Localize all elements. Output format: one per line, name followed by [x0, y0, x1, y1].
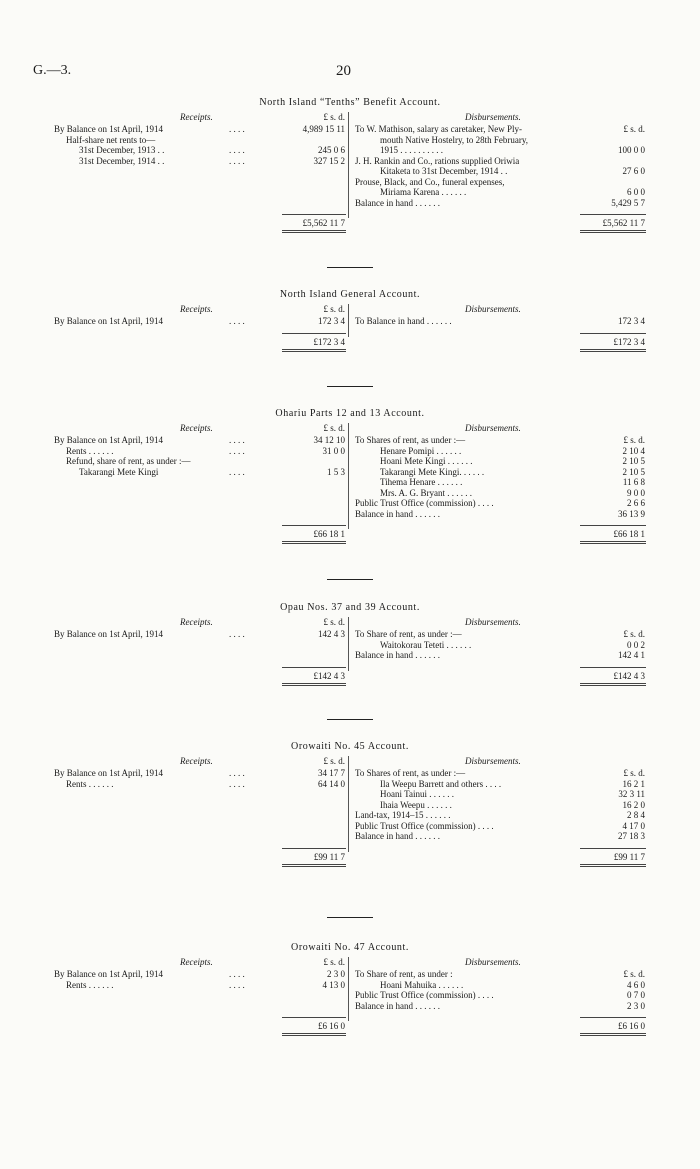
- disbursement-line: Hoani Tainui . . . . . .: [380, 789, 454, 799]
- disbursement-line: Balance in hand . . . . . .: [355, 1000, 440, 1011]
- receipt-leader: . . . .: [229, 979, 245, 990]
- receipts-total: £172 3 4: [313, 336, 345, 347]
- receipts-heading: Receipts.: [180, 304, 213, 314]
- receipt-line: By Balance on 1st April, 1914: [54, 969, 163, 979]
- disbursement-line: Public Trust Office (commission) . . . .: [355, 990, 494, 1000]
- disbursements-double-rule: [580, 1033, 646, 1036]
- disbursements-total: £66 18 1: [613, 529, 645, 539]
- receipts-double-rule: [282, 349, 346, 352]
- receipts-total: £99 11 7: [313, 851, 345, 862]
- disbursement-line: To W. Mathison, salary as caretaker, New Ply-: [355, 124, 522, 134]
- disbursements-total-rule: [580, 848, 646, 849]
- disbursement-amount: 2 10 5: [622, 466, 645, 477]
- disbursements-heading: Disbursements.: [465, 423, 521, 433]
- disbursement-line: To Shares of rent, as under :—: [355, 768, 466, 778]
- disbursement-line: Balance in hand . . . . . .: [355, 831, 440, 841]
- disbursement-amount: 5,429 5 7: [611, 197, 645, 208]
- disbursement-line: Mrs. A. G. Bryant . . . . . .: [380, 487, 472, 498]
- disbursement-amount: 27 6 0: [622, 166, 645, 176]
- disbursement-line: Kitaketa to 31st December, 1914 . .: [380, 166, 508, 176]
- disbursement-line: Miriama Karena . . . . . .: [380, 187, 467, 197]
- disbursement-amount: 100 0 0: [618, 145, 645, 155]
- disbursements-total: £5,562 11 7: [602, 218, 645, 228]
- receipts-money-heading: £ s. d.: [323, 112, 345, 122]
- receipts-money-heading: £ s. d.: [323, 957, 345, 967]
- receipt-line: Rents . . . . . .: [66, 445, 114, 456]
- disbursement-line: To Shares of rent, as under :—: [355, 435, 466, 445]
- disbursements-heading: Disbursements.: [465, 756, 521, 766]
- disbursements-heading: Disbursements.: [465, 617, 521, 627]
- receipt-line: By Balance on 1st April, 1914: [54, 316, 163, 326]
- disbursement-amount: 0 0 2: [627, 639, 645, 650]
- disbursements-total: £172 3 4: [613, 336, 645, 347]
- receipt-line: By Balance on 1st April, 1914: [54, 629, 163, 639]
- receipts-heading: Receipts.: [180, 617, 213, 627]
- receipts-heading: Receipts.: [180, 112, 213, 122]
- disbursement-amount: £ s. d.: [623, 124, 645, 134]
- disbursement-line: mouth Native Hostelry, to 28th February,: [380, 134, 529, 145]
- receipt-amount: 172 3 4: [318, 316, 345, 326]
- receipts-total-rule: [282, 333, 346, 334]
- disbursements-total: £99 11 7: [613, 851, 645, 862]
- receipt-leader: . . . .: [229, 155, 245, 166]
- disbursement-line: Takarangi Mete Kingi. . . . . .: [380, 466, 485, 477]
- disbursement-amount: 2 10 4: [622, 445, 645, 456]
- disbursements-heading: Disbursements.: [465, 112, 521, 122]
- receipts-total-rule: [282, 525, 346, 526]
- disbursement-line: Public Trust Office (commission) . . . .: [355, 820, 494, 831]
- column-divider: [348, 756, 349, 852]
- receipts-money-heading: £ s. d.: [323, 756, 345, 766]
- receipts-total: £5,562 11 7: [302, 218, 345, 228]
- disbursement-amount: 16 2 0: [622, 799, 645, 810]
- disbursement-line: Ila Weepu Barrett and others . . . .: [380, 778, 502, 789]
- disbursements-double-rule: [580, 541, 646, 544]
- section-separator: [327, 579, 373, 580]
- disbursement-amount: £ s. d.: [623, 768, 645, 778]
- disbursement-amount: £ s. d.: [623, 435, 645, 445]
- disbursement-line: Prouse, Black, and Co., funeral expenses,: [355, 176, 505, 187]
- receipt-leader: . . . .: [229, 145, 245, 155]
- account-title: Ohariu Parts 12 and 13 Account.: [275, 408, 425, 419]
- receipt-line: By Balance on 1st April, 1914: [54, 124, 163, 134]
- receipt-line: By Balance on 1st April, 1914: [54, 435, 163, 445]
- receipts-total: £66 18 1: [313, 529, 345, 539]
- column-divider: [348, 112, 349, 218]
- disbursement-amount: 4 6 0: [627, 979, 645, 990]
- disbursement-amount: 0 7 0: [627, 990, 645, 1000]
- receipt-amount: 34 17 7: [318, 768, 345, 778]
- receipts-double-rule: [282, 864, 346, 867]
- disbursements-double-rule: [580, 349, 646, 352]
- receipt-amount: 245 0 6: [318, 145, 345, 155]
- disbursement-line: Ihaia Weepu . . . . . .: [380, 799, 452, 810]
- receipt-amount: 4,989 15 11: [302, 124, 345, 134]
- disbursement-amount: 142 4 1: [618, 650, 645, 660]
- disbursement-amount: 9 0 0: [627, 487, 645, 498]
- disbursements-total-rule: [580, 333, 646, 334]
- disbursement-line: 1915 . . . . . . . . . .: [380, 145, 443, 155]
- receipt-amount: 4 13 0: [322, 979, 345, 990]
- account-title: North Island General Account.: [279, 289, 421, 300]
- receipt-amount: 31 0 0: [322, 445, 345, 456]
- disbursement-line: J. H. Rankin and Co., rations supplied Oriwia: [355, 155, 520, 166]
- receipt-line: Takarangi Mete Kingi: [79, 466, 159, 477]
- disbursement-amount: 16 2 1: [622, 778, 645, 789]
- receipts-total-rule: [282, 848, 346, 849]
- disbursements-double-rule: [580, 864, 646, 867]
- disbursement-line: To Share of rent, as under :: [355, 969, 453, 979]
- section-separator: [327, 386, 373, 387]
- receipts-double-rule: [282, 1033, 346, 1036]
- disbursement-amount: 27 18 3: [618, 831, 645, 841]
- disbursement-amount: 4 17 0: [622, 820, 645, 831]
- account-title: Orowaiti No. 47 Account.: [291, 942, 409, 953]
- receipts-money-heading: £ s. d.: [323, 304, 345, 314]
- disbursement-amount: 36 13 9: [618, 508, 645, 519]
- disbursement-amount: 2 10 5: [622, 456, 645, 466]
- document-reference: G.—3.: [33, 63, 72, 78]
- disbursements-double-rule: [580, 683, 646, 686]
- disbursement-line: To Balance in hand . . . . . .: [355, 316, 452, 326]
- column-divider: [348, 423, 349, 529]
- receipt-leader: . . . .: [229, 778, 245, 789]
- receipt-line: 31st December, 1914 . .: [79, 155, 165, 166]
- account-title: Orowaiti No. 45 Account.: [291, 741, 409, 752]
- disbursement-line: Hoani Mahuika . . . . . .: [380, 979, 464, 990]
- disbursement-amount: 32 3 11: [618, 789, 645, 799]
- receipts-heading: Receipts.: [180, 957, 213, 967]
- receipts-total-rule: [282, 667, 346, 668]
- disbursement-amount: 11 6 8: [622, 477, 645, 487]
- disbursement-line: To Share of rent, as under :—: [355, 629, 462, 639]
- receipts-heading: Receipts.: [180, 423, 213, 433]
- receipts-total-rule: [282, 1017, 346, 1018]
- disbursement-line: Balance in hand . . . . . .: [355, 650, 440, 660]
- receipt-line: 31st December, 1913 . .: [79, 145, 165, 155]
- receipts-double-rule: [282, 683, 346, 686]
- receipt-leader: . . . .: [229, 435, 245, 445]
- disbursement-amount: £ s. d.: [623, 969, 645, 979]
- section-separator: [327, 719, 373, 720]
- disbursement-amount: 2 6 6: [627, 498, 645, 508]
- receipt-amount: 142 4 3: [318, 629, 345, 639]
- disbursement-amount: £ s. d.: [623, 629, 645, 639]
- disbursements-total-rule: [580, 667, 646, 668]
- disbursement-amount: 2 3 0: [627, 1000, 645, 1011]
- disbursement-amount: 2 8 4: [627, 810, 645, 820]
- disbursement-amount: 6 0 0: [627, 187, 645, 197]
- receipt-line: Rents . . . . . .: [66, 979, 114, 990]
- receipts-total: £6 16 0: [318, 1021, 345, 1031]
- receipt-leader: . . . .: [229, 969, 245, 979]
- column-divider: [348, 617, 349, 671]
- disbursement-line: Hoani Mete Kingi . . . . . .: [380, 456, 473, 466]
- disbursement-line: Land-tax, 1914–15 . . . . . .: [355, 810, 451, 820]
- receipt-line: Half-share net rents to—: [66, 134, 156, 145]
- receipt-amount: 2 3 0: [327, 969, 345, 979]
- disbursements-heading: Disbursements.: [465, 304, 521, 314]
- column-divider: [348, 304, 349, 337]
- disbursement-line: Balance in hand . . . . . .: [355, 197, 440, 208]
- receipt-leader: . . . .: [229, 768, 245, 778]
- section-separator: [327, 917, 373, 918]
- page-number: 20: [336, 63, 351, 79]
- disbursement-line: Tihema Henare . . . . . .: [380, 477, 463, 487]
- disbursements-double-rule: [580, 230, 646, 233]
- receipts-total-rule: [282, 214, 346, 215]
- disbursements-total: £6 16 0: [618, 1021, 645, 1031]
- receipts-double-rule: [282, 541, 346, 544]
- receipt-amount: 1 5 3: [327, 466, 345, 477]
- receipt-leader: . . . .: [229, 466, 245, 477]
- receipt-leader: . . . .: [229, 316, 245, 326]
- receipt-leader: . . . .: [229, 629, 245, 639]
- receipt-amount: 64 14 0: [318, 778, 345, 789]
- receipts-heading: Receipts.: [180, 756, 213, 766]
- disbursement-line: Henare Pomipi . . . . . .: [380, 445, 462, 456]
- receipt-line: Rents . . . . . .: [66, 778, 114, 789]
- receipt-amount: 327 15 2: [313, 155, 345, 166]
- disbursements-heading: Disbursements.: [465, 957, 521, 967]
- disbursement-amount: 172 3 4: [618, 316, 645, 326]
- receipt-leader: . . . .: [229, 124, 245, 134]
- receipts-double-rule: [282, 230, 346, 233]
- disbursements-total: £142 4 3: [613, 670, 645, 681]
- disbursements-total-rule: [580, 525, 646, 526]
- column-divider: [348, 957, 349, 1021]
- section-separator: [327, 267, 373, 268]
- receipt-line: Refund, share of rent, as under :—: [66, 456, 191, 466]
- disbursement-line: Public Trust Office (commission) . . . .: [355, 498, 494, 508]
- receipt-line: By Balance on 1st April, 1914: [54, 768, 163, 778]
- receipts-money-heading: £ s. d.: [323, 423, 345, 433]
- receipts-total: £142 4 3: [313, 670, 345, 681]
- receipt-amount: 34 12 10: [313, 435, 345, 445]
- disbursement-line: Waitokorau Teteti . . . . . .: [380, 639, 472, 650]
- receipts-money-heading: £ s. d.: [323, 617, 345, 627]
- account-title: Opau Nos. 37 and 39 Account.: [280, 602, 420, 613]
- disbursements-total-rule: [580, 1017, 646, 1018]
- account-title: North Island “Tenths” Benefit Account.: [259, 97, 441, 108]
- disbursement-line: Balance in hand . . . . . .: [355, 508, 440, 519]
- receipt-leader: . . . .: [229, 445, 245, 456]
- disbursements-total-rule: [580, 214, 646, 215]
